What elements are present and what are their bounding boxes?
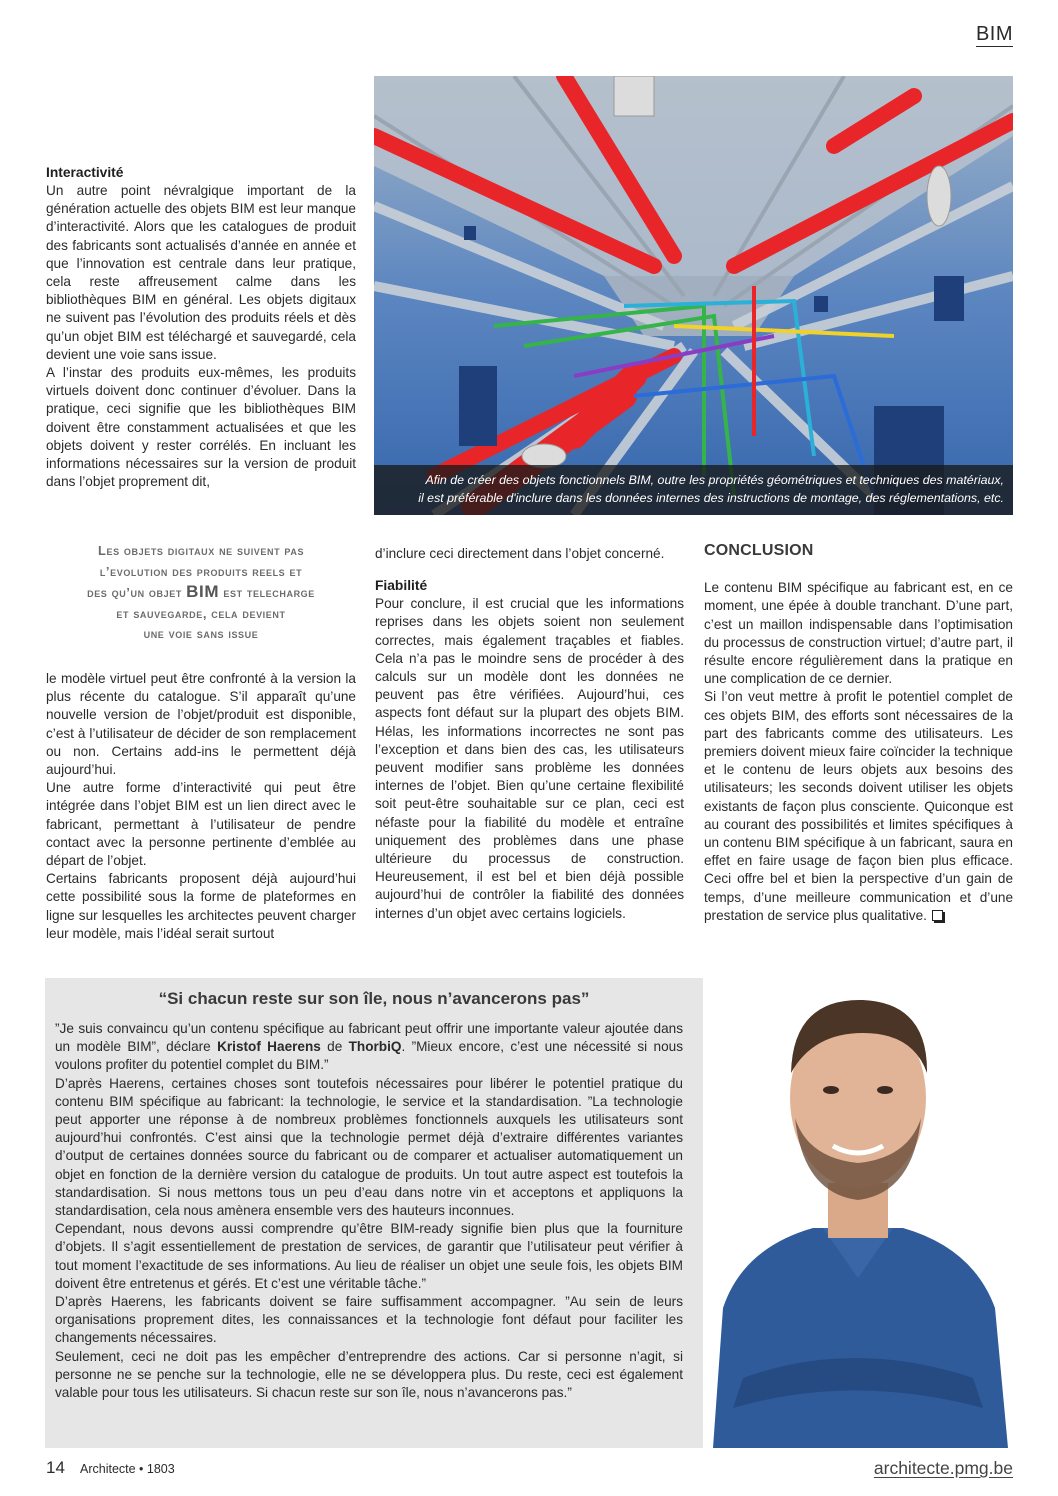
- paragraph: [704, 688, 1013, 925]
- pull-quote-text: des qu’un objet: [87, 585, 182, 600]
- bim-model-photo: [374, 76, 1013, 515]
- interview-body: [55, 1020, 683, 1402]
- photo-caption: [374, 465, 1013, 515]
- paragraph-text: ”Je suis convaincu qu’un contenu spécifique au fabricant peut offrir une importante valeur ajoutée dans un modèle BIM”, déclare: [55, 1021, 683, 1055]
- paragraph: Pour conclure, il est crucial que les informations reprises dans les objets soient non seulement correctes, mais également traçables et fiables. Cela n’a pas le moindre sens de procéder à des calculs sur un modèle dont les données ne peuvent pas être vérifiées. Aujourd’hui, ces aspects font défaut sur la plupart des objets BIM. Hélas, les informations incorrectes ne sont pas l’exception et dans bien des cas, les utilisateurs peuvent modifier sans problème les données internes de l’objet. Bien qu’une certaine flexibilité soit peut-être souhaitable sur ce plan, ceci est néfaste pour la fiabilité du modèle et entraîne uniquement des problèmes dans une phase ultérieure du processus de construction. Heureusement, il est bel et bien déjà possible aujourd’hui de contrôler la fiabilité des données internes d’un objet avec certains logiciels.: [375, 596, 684, 921]
- pull-quote-line: Les objets digitaux ne suivent pas: [97, 543, 305, 558]
- pull-quote-line: et sauvegarde, cela devient: [116, 605, 286, 621]
- paragraph: D’après Haerens, les fabricants doivent se faire suffisamment accompagner. ”Au sein de leurs organisations proprement dites, les connaissances et la technologie font défaut pour faciliter les changements nécessaires.: [55, 1294, 683, 1346]
- paragraph: Cependant, nous devons aussi comprendre qu’être BIM-ready signifie bien plus que la fourniture d’objets. Il s’agit essentiellement de prestation de services, de garantir que l’utilisateur peut vérifier à tout moment l’exactitude de ses informations. Au lieu de réaliser un objet une seule fois, les objets BIM doivent être entretenus et gérés. Et c’est une véritable tâche.”: [55, 1221, 683, 1291]
- portrait-photo: [703, 978, 1013, 1448]
- paragraph: d’inclure ceci directement dans l’objet concerné.: [375, 546, 665, 561]
- website-link[interactable]: architecte.pmg.be: [873, 1458, 1013, 1478]
- paragraph: D’après Haerens, certaines choses sont toutefois nécessaires pour libérer le potentiel pratique du contenu BIM spécifique au fabricant: la technologie, le service et la standardisation. ”La technologie peut apporter une réponse à de nombreux problèmes fonctionnels auxquels les utilisateurs sont aujourd’hui confrontés. C’est ainsi que la technologie permet déjà d’extraire différentes variantes d’output de certaines données source du fabricant ou de comparer et actualiser automatiquement un objet en fonction de la dernière version du catalogue de produits. Un tout autre aspect est toutefois la standardisation. Si nous mettons tous un peu d’eau dans notre vin et acceptons et appliquons la standardisation, cela nous amènera ensemble vers des hauteurs inconnues.: [55, 1075, 683, 1219]
- paragraph: Certains fabricants proposent déjà aujourd’hui cette possibilité sous la forme de plateformes en ligne sur lesquelles les architectes peuvent charger leur modèle, mais l’idéal serait surtout: [46, 871, 356, 941]
- column-3: [704, 542, 1013, 925]
- pull-quote-emphasis: BIM: [186, 582, 220, 601]
- paragraph-text: Si l’on veut mettre à profit le potentiel complet de ces objets BIM, des efforts sont nécessaires de la part des fabricants comme des utilisateurs. Les premiers doivent mieux faire coïncider la technique et le contenu de leurs objets aux besoins des utilisateurs; les seconds doivent utiliser les objets existants de façon plus consciente. Quiconque est au courant des possibilités et limites spécifiques à un contenu BIM spécifique à un fabricant, saura en effet en faire usage de façon bien plus efficace. Ceci offre bel et bien la perspective d’un gain de temps, d’une meilleure communication et d’une prestation de service plus qualitative.: [704, 689, 1013, 923]
- heading-conclusion: CONCLUSION: [704, 542, 814, 559]
- column-1-lower: [46, 670, 356, 943]
- paragraph: Seulement, ceci ne doit pas les empêcher d’entreprendre des actions. Car si personne n’agit, si personne ne se penche sur la technologie, elle ne se développera plus. Du reste, ceci est également valable pour tous les utilisateurs. Si chacun reste sur son île, nous n’avancerons pas.”: [55, 1348, 683, 1401]
- page-number: 14: [46, 1458, 65, 1477]
- caption-line-2: il est préférable d'inclure dans les données internes des instructions de montage, des réglementations, etc.: [418, 491, 1004, 505]
- column-2: [375, 545, 684, 923]
- speaker-name: Kristof Haerens: [217, 1039, 321, 1055]
- caption-line-1: Afin de créer des objets fonctionnels BIM, outre les propriétés géométriques et techniques des matériaux,: [425, 473, 1004, 487]
- paragraph-text: de: [320, 1039, 349, 1055]
- paragraph: A l’instar des produits eux-mêmes, les produits virtuels doivent donc continuer d’évoluer. Dans la pratique, ceci signifie que les bibliothèques BIM doivent être constamment actualisées et que les objets doivent y rester corrélés. En incluant les informations nécessaires sur la version de produit dans l’objet proprement dit,: [46, 365, 356, 490]
- pull-quote-line: [46, 582, 356, 604]
- pull-quote-line: une voie sans issue: [143, 626, 259, 641]
- pull-quote-text: est telecharge: [223, 585, 315, 600]
- paragraph: Un autre point névralgique important de la génération actuelle des objets BIM est leur manque d’interactivité. Alors que les catalogues de produit des fabricants sont actualisés d’année en année et que l’innovation est centrale dans leur pratique, cela reste affreusement calme dans les bibliothèques BIM en général. Les objets digitaux ne suivent pas l’évolution des produits réels et dès qu’un objet BIM est téléchargé et sauvegardé, cela devient une voie sans issue.: [46, 183, 356, 362]
- pull-quote-line: l’evolution des produits reels et: [99, 563, 303, 579]
- bim-model-illustration: [374, 76, 1013, 515]
- heading-interactivite: Interactivité: [46, 165, 124, 180]
- paragraph-text: . ”Mieux encore, c’est une nécessité si nous voulons profiter du potentiel complet du BIM.”: [55, 1039, 683, 1073]
- paragraph: Une autre forme d’interactivité qui peut être intégrée dans l’objet BIM est un lien direct avec le fabricant, permettant à l’utilisateur de pendre contact avec la personne pertinente d’emblée au départ de l’objet.: [46, 780, 356, 869]
- paragraph: [55, 1020, 683, 1075]
- section-tag: BIM: [975, 23, 1013, 45]
- column-1-upper: [46, 164, 356, 491]
- company-name: ThorbiQ: [348, 1039, 402, 1055]
- portrait-illustration: [703, 978, 1013, 1448]
- heading-fiabilite: Fiabilité: [375, 578, 428, 594]
- interview-title: “Si chacun reste sur son île, nous n’avancerons pas”: [158, 989, 590, 1008]
- end-mark-icon: [932, 910, 943, 921]
- magazine-issue: Architecte • 1803: [80, 1462, 175, 1476]
- pull-quote: [46, 541, 356, 645]
- paragraph: le modèle virtuel peut être confronté à la version la plus récente du catalogue. S’il apparaît qu’une nouvelle version de l’objet/produit est disponible, c’est à l’utilisateur de décider de son remplacement ou non. Certains add-ins le permettent déjà aujourd’hui.: [46, 671, 356, 778]
- paragraph: Le contenu BIM spécifique au fabricant est, en ce moment, une épée à double tranchant. D’une part, c’est un maillon indispensable dans l’optimisation du processus de construction virtuel; d’autre part, il résulte encore régulièrement dans la pratique en une complication de ce dernier.: [704, 580, 1013, 687]
